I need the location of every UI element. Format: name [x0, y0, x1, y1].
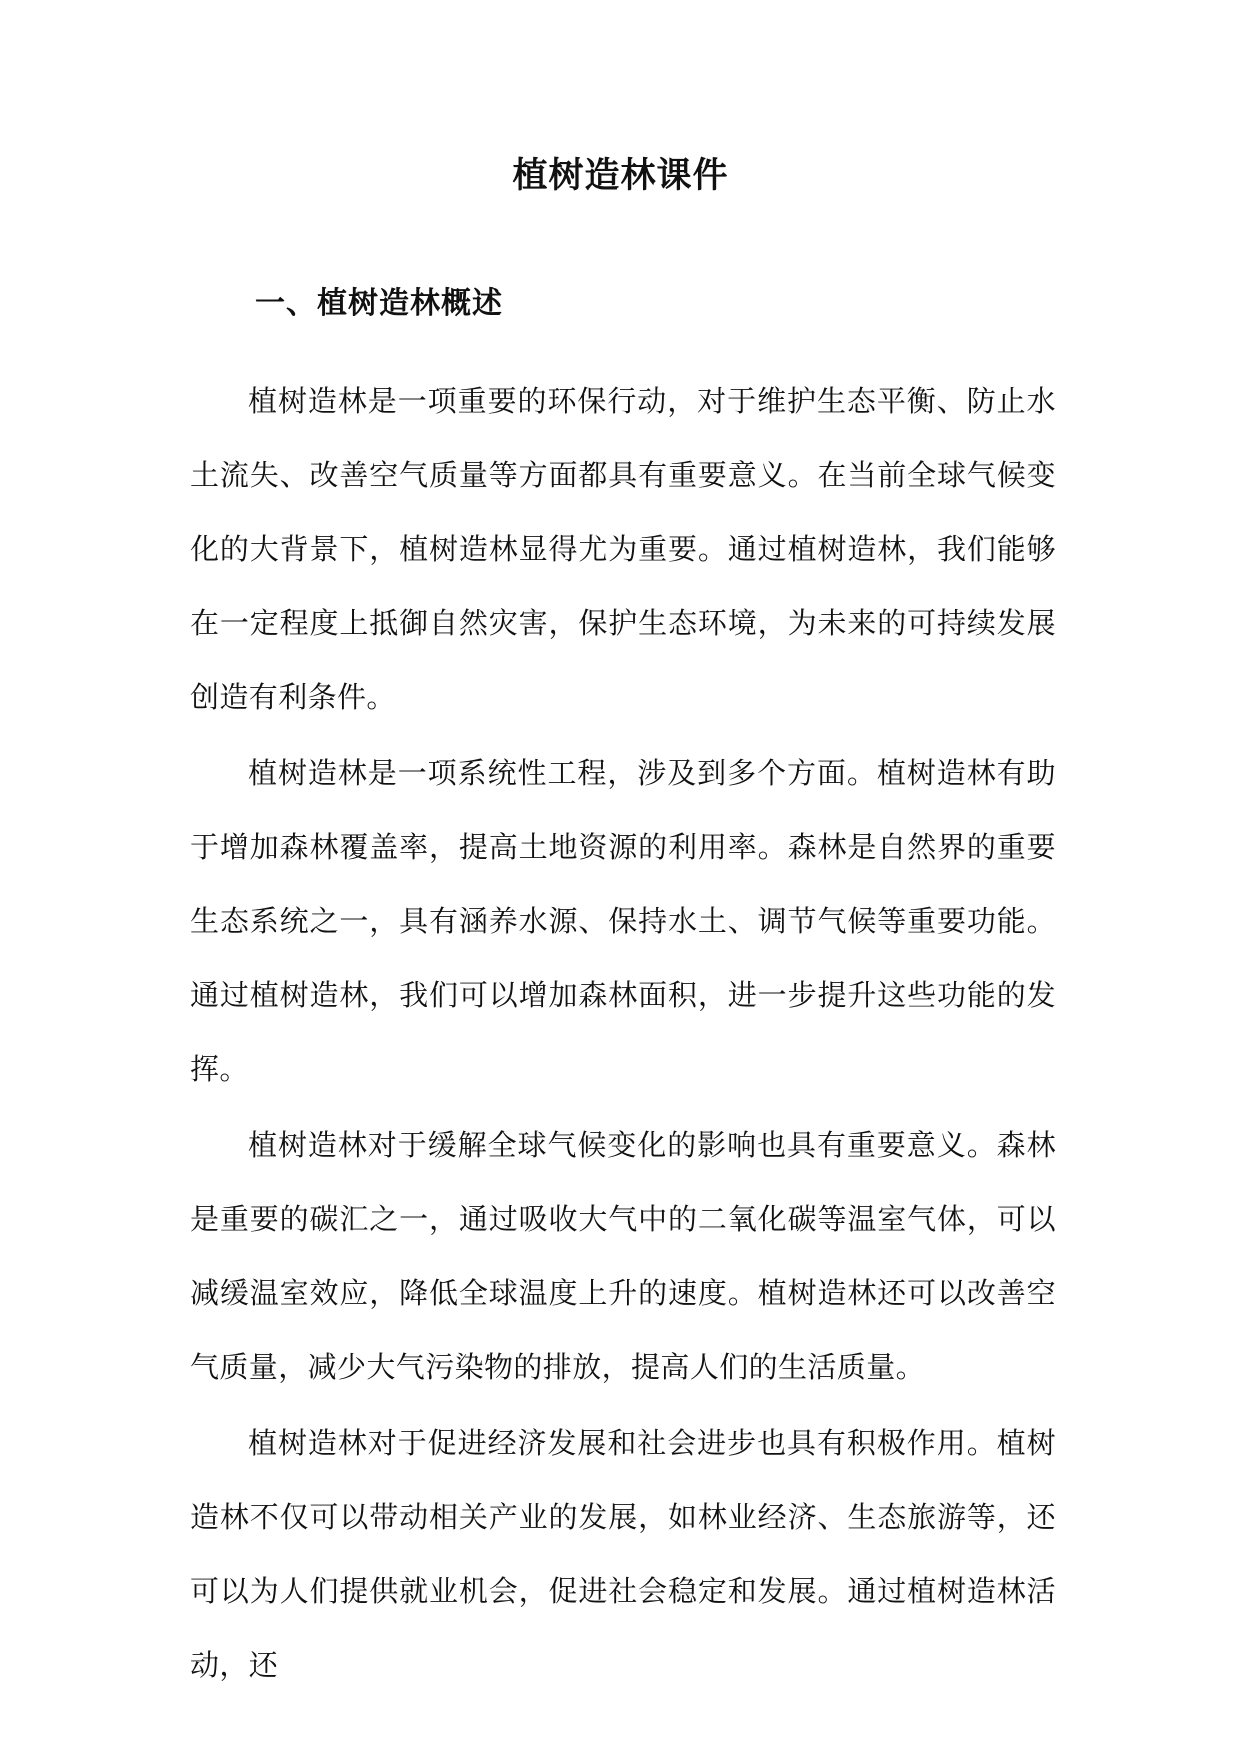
document-body — [190, 364, 1056, 1704]
paragraph: 植树造林是一项重要的环保行动，对于维护生态平衡、防止水土流失、改善空气质量等方面都具有重要意义。在当前全球气候变化的大背景下，植树造林显得尤为重要。通过植树造林，我们能够在一定程度上抵御自然灾害，保护生态环境，为未来的可持续发展创造有利条件。 — [190, 384, 1056, 714]
paragraph: 植树造林对于缓解全球气候变化的影响也具有重要意义。森林是重要的碳汇之一，通过吸收大气中的二氧化碳等温室气体，可以减缓温室效应，降低全球温度上升的速度。植树造林还可以改善空气质量，减少大气污染物的排放，提高人们的生活质量。 — [190, 1128, 1056, 1384]
paragraph: 植树造林是一项系统性工程，涉及到多个方面。植树造林有助于增加森林覆盖率，提高土地资源的利用率。森林是自然界的重要生态系统之一，具有涵养水源、保持水土、调节气候等重要功能。通过植树造林，我们可以增加森林面积，进一步提升这些功能的发挥。 — [190, 756, 1056, 1086]
paragraph: 植树造林对于促进经济发展和社会进步也具有积极作用。植树造林不仅可以带动相关产业的发展，如林业经济、生态旅游等，还可以为人们提供就业机会，促进社会稳定和发展。通过植树造林活动，还 — [190, 1426, 1056, 1682]
section-heading: 一、植树造林概述 — [255, 286, 503, 321]
document-title: 植树造林课件 — [512, 156, 729, 196]
